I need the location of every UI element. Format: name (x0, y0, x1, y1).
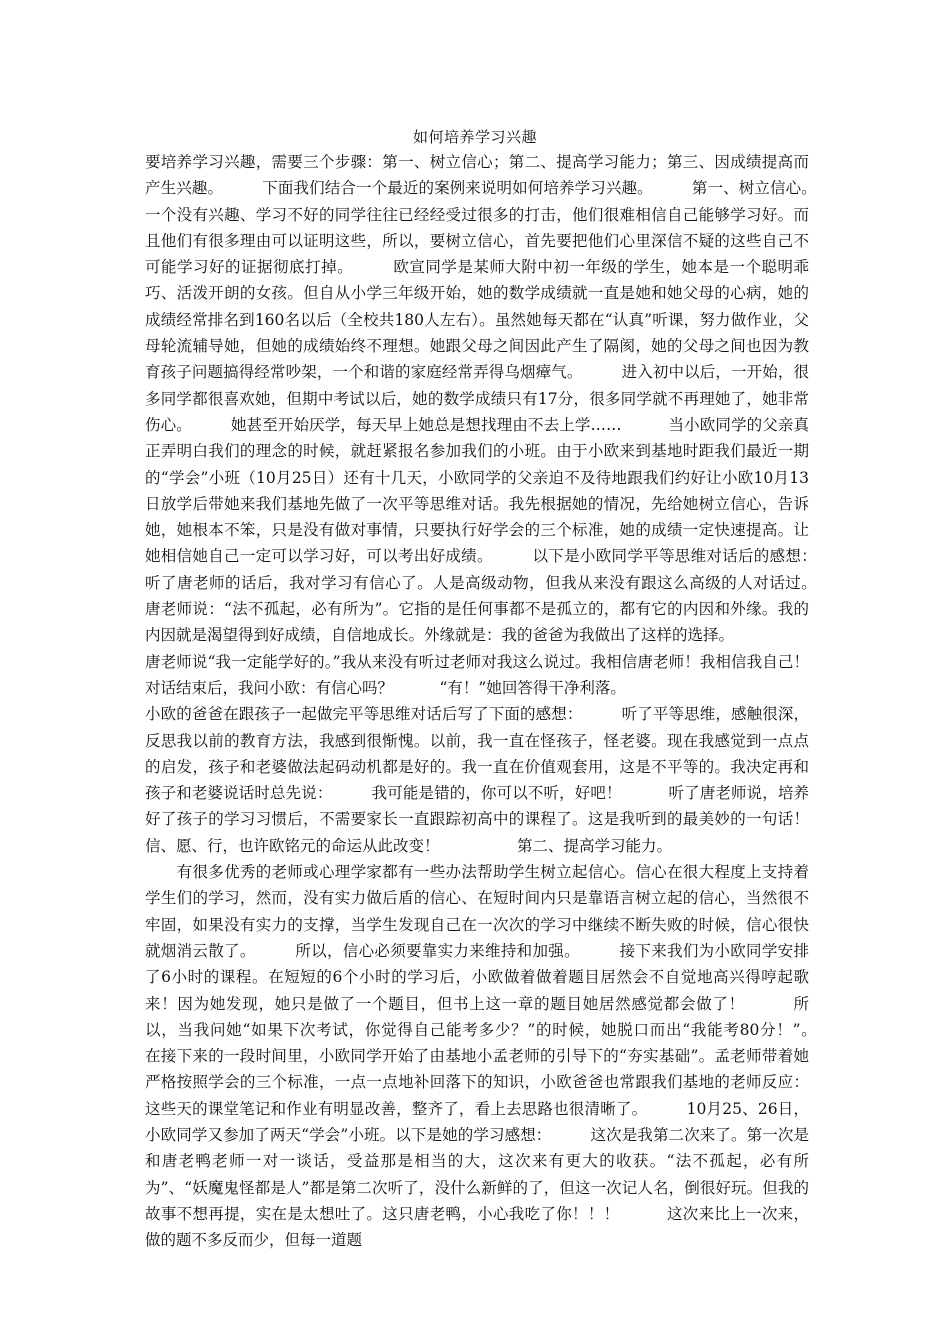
paragraph-3: 小欧的爸爸在跟孩子一起做完平等思维对话后写了下面的感想： 听了平等思维，感触很深，反思我以前的教育方法，我感到很惭愧。以前，我一直在怪孩子，怪老婆。现在我感觉到一点点的启发，孩子和老婆做法起码动机都是好的。我一直在价值观套用，这是不平等的。我决定再和孩子和老婆说话时总先说： 我可能是错的，你可以不听，好吧！ 听了唐老师说，培养好了孩子的学习习惯后，不需要家长一直跟踪初高中的课程了。这是我听到的最美妙的一句话！ 信、愿、行，也许欧铭元的命运从此改变！ 第二、提高学习能力。 (145, 705, 856, 855)
paragraph-1: 要培养学习兴趣，需要三个步骤：第一、树立信心；第二、提高学习能力；第三、因成绩提高而产生兴趣。 下面我们结合一个最近的案例来说明如何培养学习兴趣。 第一、树立信心。 一个没有兴趣、学习不好的同学往往已经经受过很多的打击，他们很难相信自己能够学习好。而且他们有很多理由可以证明这些，所以，要树立信心，首先要把他们心里深信不疑的这些自己不可能学习好的证据彻底打掉。 欧宣同学是某师大附中初一年级的学生，她本是一个聪明乖巧、活泼开朗的女孩。但自从小学三年级开始，她的数学成绩就一直是她和她父母的心病，她的成绩经常排名到160名以后（全校共180人左右）。虽然她每天都在“认真”听课，努力做作业，父母轮流辅导她，但她的成绩始终不理想。她跟父母之间因此产生了隔阂，她的父母之间也因为教育孩子问题搞得经常吵架，一个和谐的家庭经常弄得乌烟瘴气。 进入初中以后，一开始，很多同学都很喜欢她，但期中考试以后，她的数学成绩只有17分，很多同学就不再理她了，她非常伤心。 她甚至开始厌学，每天早上她总是想找理由不去上学…… 当小欧同学的父亲真正弄明白我们的理念的时候，就赶紧报名参加我们的小班。由于小欧来到基地时距我们最近一期的“学会”小班（10月25日）还有十几天，小欧同学的父亲迫不及待地跟我们约好让小欧10月13日放学后带她来我们基地先做了一次平等思维对话。我先根据她的情况，先给她树立信心，告诉她，她根本不笨，只是没有做对事情，只要执行好学会的三个标准，她的成绩一定快速提高。让她相信她自己一定可以学习好，可以考出好成绩。 以下是小欧同学平等思维对话后的感想： 听了唐老师的话后，我对学习有信心了。人是高级动物，但我从来没有跟这么高级的人对话过。 唐老师说：“法不孤起，必有所为”。它指的是任何事都不是孤立的，都有它的内因和外缘。我的内因就是渴望得到好成绩，自信地成长。外缘就是：我的爸爸为我做出了这样的选择。 (145, 153, 856, 645)
paragraph-4: 有很多优秀的老师或心理学家都有一些办法帮助学生树立起信心。信心在很大程度上支持着学生们的学习，然而，没有实力做后盾的信心、在短时间内只是靠语言树立起的信心，当然很不牢固，如果没有实力的支撑，当学生发现自己在一次次的学习中继续不断失败的时候，信心很快就烟消云散了。 所以，信心必须要靠实力来维持和加强。 接下来我们为小欧同学安排了6小时的课程。在短短的6个小时的学习后，小欧做着做着题目居然会不自觉地高兴得哼起歌来！因为她发现，她只是做了一个题目，但书上这一章的题目她居然感觉都会做了！ 所以，当我问她“如果下次考试，你觉得自己能考多少？”的时候，她脱口而出“我能考80分！”。 在接下来的一段时间里，小欧同学开始了由基地小孟老师的引导下的“夯实基础”。孟老师带着她严格按照学会的三个标准，一点一点地补回落下的知识，小欧爸爸也常跟我们基地的老师反应：这些天的课堂笔记和作业有明显改善，整齐了，看上去思路也很清晰了。 10月25、26日，小欧同学又参加了两天“学会”小班。以下是她的学习感想： 这次是我第二次来了。第一次是和唐老鸭老师一对一谈话，受益那是相当的大，这次来有更大的收获。“法不孤起，必有所为”、“妖魔鬼怪都是人”都是第二次听了，没什么新鲜的了，但这一次记人名，倒很好玩。但我的故事不想再提，实在是太想吐了。这只唐老鸭，小心我吃了你！！！ 这次来比上一次来，做的题不多反而少，但每一道题 (145, 863, 856, 1250)
paragraph-2: 唐老师说“我一定能学好的。”我从来没有听过老师对我这么说过。我相信唐老师！我相信我自己！ 对话结束后，我问小欧：有信心吗？ “有！”她回答得干净利落。 (145, 652, 856, 697)
document-title: 如何培养学习兴趣 (412, 128, 537, 146)
document-body (145, 149, 856, 1253)
